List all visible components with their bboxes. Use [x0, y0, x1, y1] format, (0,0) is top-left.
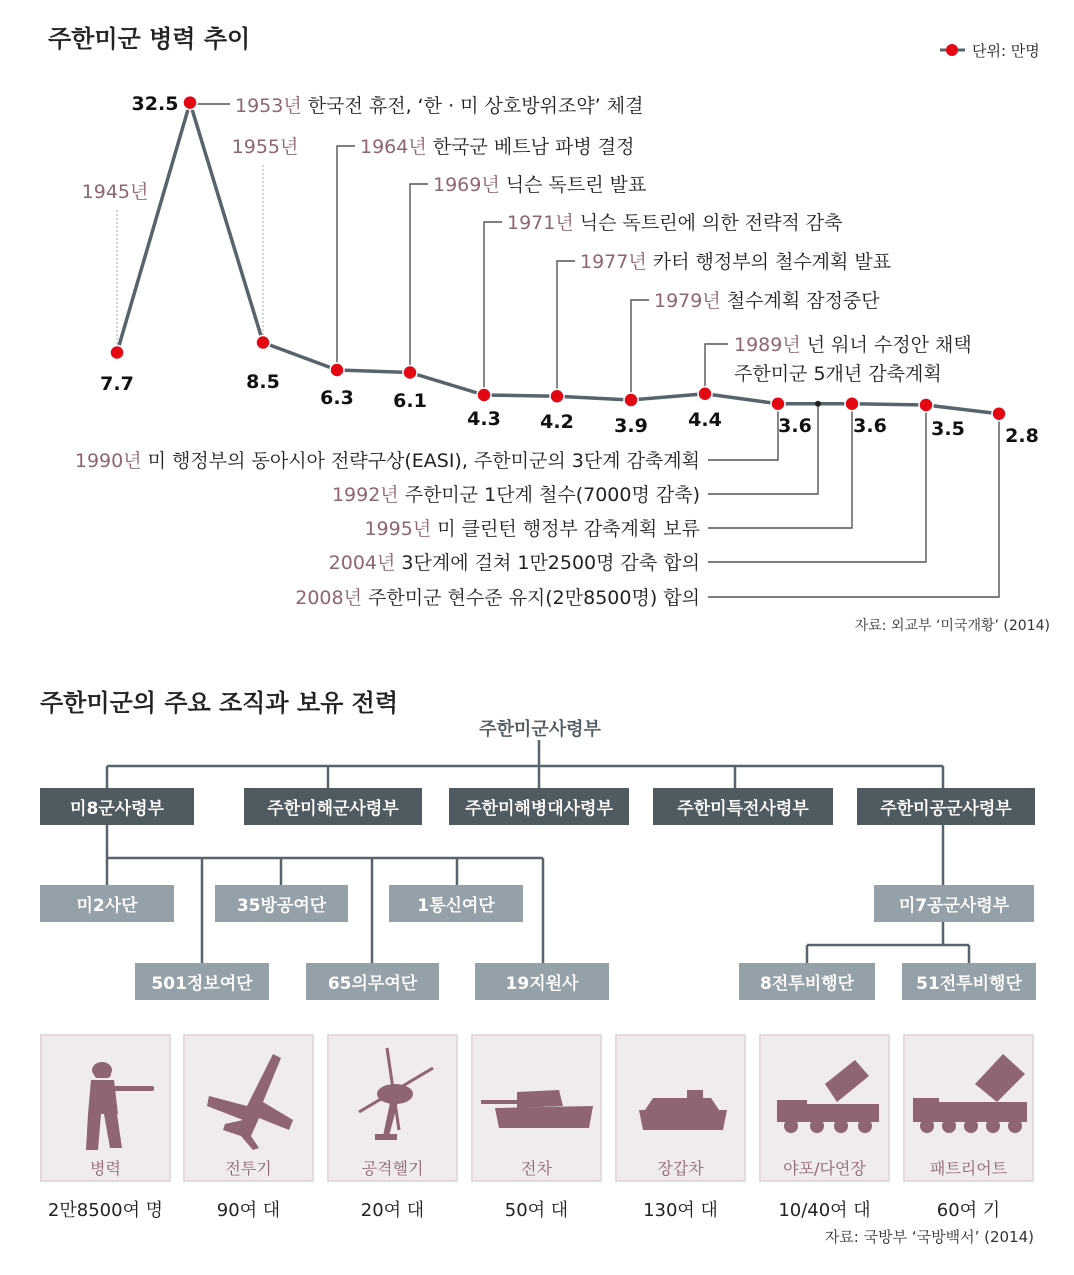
asset-label: 패트리어트 [929, 1159, 1008, 1178]
chart-source: 자료: 외교부 ‘미국개황’ (2014) [854, 618, 1050, 634]
asset-card-tanks [471, 1034, 602, 1182]
annotation-year: 1992년 [331, 484, 399, 506]
asset-count-tanks: 50여 대 [504, 1200, 569, 1221]
data-point-1979 [624, 393, 638, 407]
data-point-2004 [919, 398, 933, 412]
data-label-1969: 6.1 [393, 390, 427, 412]
data-label-1945: 7.7 [100, 373, 134, 395]
annotation-2004년 [329, 551, 700, 574]
data-label-1964: 6.3 [320, 387, 354, 409]
data-point-1971 [477, 388, 491, 402]
asset-label: 공격헬기 [361, 1159, 424, 1178]
command-special-operations: 주한미특전사령부 [653, 788, 833, 825]
annotation-1953년 [235, 94, 643, 117]
annotation-year: 1971년 [507, 212, 574, 234]
annotation-year: 1979년 [654, 290, 721, 312]
data-label-1979: 3.9 [614, 415, 648, 437]
annotation-text: 주한미군 1단계 철수(7000명 감축) [398, 484, 700, 506]
asset-count-troops: 2만8500여 명 [47, 1200, 164, 1221]
annotation-year: 1955년 [231, 136, 299, 158]
annotation-year: 1989년 [734, 334, 801, 356]
annotation-year: 1995년 [364, 518, 432, 540]
data-label-2008: 2.8 [1005, 425, 1039, 447]
annotation-1955년 [232, 136, 299, 158]
annotation-text: 3단계에 걸쳐 1만2500명 감축 합의 [395, 552, 700, 574]
data-label-1955: 8.5 [246, 371, 280, 393]
annotation-year: 1990년 [74, 450, 142, 472]
data-point-1969 [403, 366, 417, 380]
data-label-1971: 4.3 [467, 408, 501, 430]
helicopter-icon [359, 1048, 433, 1140]
data-label-1995: 3.6 [853, 415, 887, 437]
unit-1st-signal-brigade: 1통신여단 [389, 885, 523, 922]
data-point-1955 [256, 336, 270, 350]
data-point-1977 [550, 389, 564, 403]
unit-8th-fighter-wing: 8전투비행단 [739, 963, 875, 1000]
data-label-1990: 3.6 [778, 415, 812, 437]
unit-51st-fighter-wing: 51전투비행단 [902, 963, 1036, 1000]
unit-501st-mi-brigade: 501정보여단 [135, 963, 269, 1000]
annotation-1964년 [360, 136, 634, 158]
annotation-1989년 [734, 334, 972, 356]
asset-label: 전투기 [225, 1159, 272, 1178]
annotation-year: 2004년 [328, 552, 396, 574]
asset-label: 야포/다연장 [783, 1159, 866, 1178]
legend-label: 단위: 만명 [972, 42, 1040, 60]
data-point-1945 [110, 346, 124, 360]
unit-2nd-division: 미2사단 [40, 885, 174, 922]
annotation-1990년 [75, 450, 700, 472]
annotation-year: 1953년 [235, 95, 302, 117]
asset-label: 장갑차 [657, 1159, 704, 1178]
asset-label: 전차 [521, 1159, 552, 1178]
annotation-2008년 [295, 587, 700, 609]
data-point-2008 [992, 407, 1006, 421]
command-8th-army: 미8군사령부 [40, 788, 194, 825]
annotation-leader-1977년 [557, 261, 575, 391]
assets-source: 자료: 국방부 ‘국방백서’ (2014) [824, 1228, 1034, 1246]
annotation-year: 1945년 [81, 181, 149, 203]
annotation-text: 미 행정부의 동아시아 전략구상(EASI), 주한미군의 3단계 감축계획 [141, 450, 700, 472]
annotation-1977년 [580, 250, 891, 273]
data-point-1989 [698, 387, 712, 401]
annotation-year: 1977년 [580, 251, 647, 273]
chart-title: 주한미군 병력 추이 [48, 25, 251, 53]
asset-card-armored-vehicles [615, 1034, 746, 1182]
asset-count-attack-helicopters: 20여 대 [360, 1200, 425, 1221]
asset-count-armored-vehicles: 130여 대 [643, 1200, 718, 1221]
data-label-1953: 32.5 [131, 93, 179, 115]
annotation-text: 주한미군 현수준 유지(2만8500명) 합의 [361, 587, 700, 609]
fighter-jet-icon [207, 1054, 293, 1150]
asset-label: 병력 [90, 1159, 121, 1178]
asset-card-attack-helicopters [327, 1034, 458, 1182]
annotation-text: 한국군 베트남 파병 결정 [426, 136, 635, 158]
unit-19th-sustainment-command: 19지원사 [475, 963, 609, 1000]
annotation-year: 1969년 [433, 174, 500, 196]
chart-legend [940, 42, 1040, 60]
rocket-launcher-icon [777, 1060, 879, 1133]
annotation-text: 미 클린턴 행정부 감축계획 보류 [431, 518, 700, 540]
annotation-1995년 [364, 518, 700, 540]
org-root: 주한미군사령부 [479, 719, 601, 740]
unit-65th-medical-brigade: 65의무여단 [306, 963, 439, 1000]
data-point-1953 [183, 96, 197, 110]
annotation-1945년 [82, 181, 149, 203]
asset-card-patriot [903, 1034, 1034, 1182]
data-label-1989: 4.4 [688, 409, 722, 431]
patriot-missile-icon [913, 1054, 1027, 1133]
legend-marker [946, 44, 958, 56]
data-point-1992 [815, 401, 821, 407]
command-7th-air-force: 미7공군사령부 [874, 885, 1034, 922]
annotation-leader-1971년 [484, 222, 502, 390]
annotation-year: 1964년 [360, 136, 427, 158]
command-naval-forces: 주한미해군사령부 [244, 788, 422, 825]
data-point-1995 [845, 397, 859, 411]
command-air-forces: 주한미공군사령부 [857, 788, 1035, 825]
annotation-1969년 [433, 173, 646, 196]
data-label-1977: 4.2 [540, 411, 574, 433]
annotation-leader-1969년 [410, 184, 428, 370]
annotation-text: 카터 행정부의 철수계획 발표 [646, 251, 892, 273]
annotation-text: 철수계획 잠정중단 [720, 290, 880, 312]
armored-vehicle-icon [639, 1090, 727, 1130]
annotation-text: 닉슨 독트린 발표 [499, 174, 647, 196]
annotation-1992년 [332, 483, 700, 506]
annotation-leader-1989년 [705, 344, 728, 389]
asset-count-artillery: 10/40여 대 [778, 1200, 871, 1221]
annotation-1979년 [654, 289, 880, 312]
annotation-1971년 [507, 212, 843, 234]
asset-card-fighters [183, 1034, 314, 1182]
annotation-text: 넌 워너 수정안 채택 [800, 334, 972, 356]
annotation-text: 한국전 휴전, ‘한 · 미 상호방위조약’ 체결 [301, 95, 644, 117]
org-title: 주한미군의 주요 조직과 보유 전력 [40, 689, 398, 717]
command-marine-forces: 주한미해병대사령부 [449, 788, 629, 825]
data-point-1990 [771, 397, 785, 411]
annotation-year: 2008년 [295, 587, 362, 609]
annotation-leader-2004년 [708, 406, 926, 562]
asset-card-artillery [759, 1034, 890, 1182]
annotation-leader-1964년 [337, 146, 355, 368]
unit-35th-ada-brigade: 35방공여단 [215, 885, 348, 922]
annotation-leader-1979년 [631, 300, 649, 395]
annotation-text-line2: 주한미군 5개년 감축계획 [734, 363, 942, 385]
asset-card-troops [40, 1034, 171, 1182]
asset-count-patriot: 60여 기 [936, 1200, 1001, 1221]
data-point-1964 [330, 363, 344, 377]
soldier-icon [86, 1062, 154, 1150]
asset-count-fighters: 90여 대 [216, 1200, 281, 1221]
tank-icon [481, 1090, 593, 1128]
data-label-2004: 3.5 [931, 418, 965, 440]
annotation-text: 닉슨 독트린에 의한 전략적 감축 [573, 212, 843, 234]
